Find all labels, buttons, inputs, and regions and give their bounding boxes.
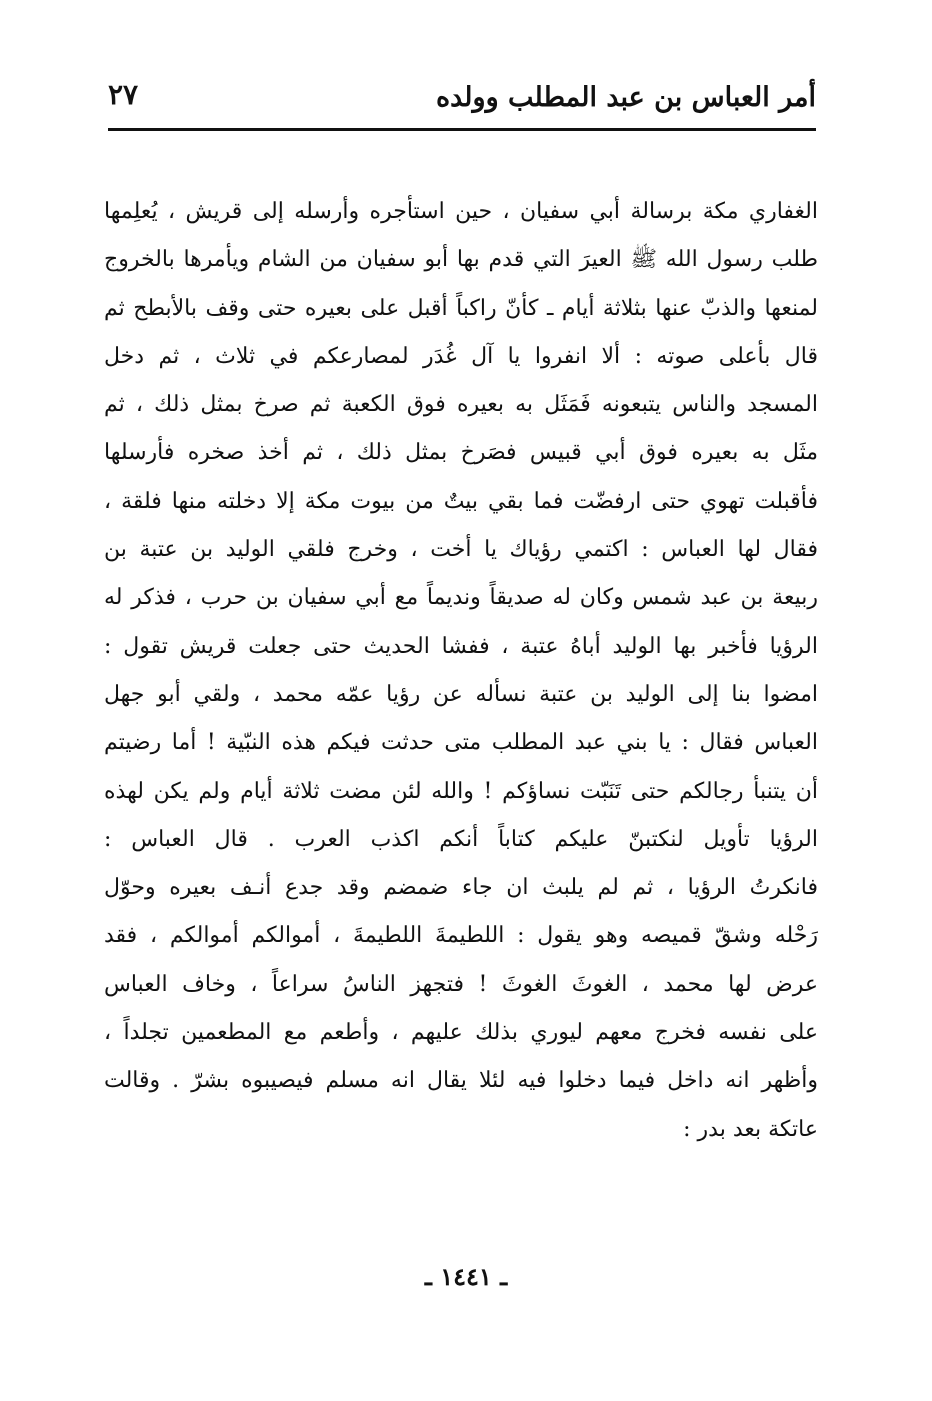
text-line: المسجد والناس يتبعونه فَمَثَل به بعيره فوق الكعبة ثم صرخ بمثل ذلك ، ثم xyxy=(104,392,818,418)
text-line: على نفسه فخرج معهم ليوري بذلك عليهم ، وأطعم مع المطعمين تجلداً ، xyxy=(104,1020,818,1046)
header-page-number: ٢٧ xyxy=(108,78,139,111)
text-line: مثَل به بعيره فوق أبي قبيس فصَرخ بمثل ذلك ، ثم أخذ صخره فأرسلها xyxy=(104,440,818,466)
text-line: الرؤيا فأخبر بها الوليد أباهُ عتبة ، ففشا الحديث حتى جعلت قريش تقول : xyxy=(104,633,818,659)
text-line: قال بأعلى صوته : ألا انفروا يا آل غُدَر لمصارعكم في ثلاث ، ثم دخل xyxy=(104,343,818,369)
text-line: فأقبلت تهوي حتى ارفضّت فما بقي بيتٌ من بيوت مكة إلا دخلته منها فلقة ، xyxy=(104,488,818,514)
text-line: امضوا بنا إلى الوليد بن عتبة نسأله عن رؤيا عمّه محمد ، ولقي أبو جهل xyxy=(104,681,818,707)
text-line: ربيعة بن عبد شمس وكان له صديقاً ونديماً مع أبي سفيان بن حرب ، فذكر له xyxy=(104,585,818,611)
text-line: لمنعها والذبّ عنها بثلاثة أيام ـ كأنّ راكباً أقبل على بعيره حتى وقف بالأبطح ثم xyxy=(104,295,818,321)
header-rule xyxy=(108,128,816,131)
text-line: رَحْله وشقّ قميصه وهو يقول : اللطيمةَ اللطيمةَ ، أموالكم أموالكم ، فقد xyxy=(104,923,818,949)
text-line: عرض لها محمد ، الغوثَ الغوثَ ! فتجهز الناسُ سراعاً ، وخاف العباس xyxy=(104,971,818,997)
text-line: فقال لها العباس : اكتمي رؤياك يا أخت ، وخرج فلقي الوليد بن عتبة بن xyxy=(104,537,818,563)
running-title: أمر العباس بن عبد المطلب وولده xyxy=(435,82,816,113)
body-text xyxy=(104,188,818,1154)
text-line: أن يتنبأ رجالكم حتى تَنَبّت نساؤكم ! والله لئن مضت ثلاثة أيام ولم يكن لهذه xyxy=(104,778,818,804)
text-line: عاتكة بعد بدر : xyxy=(683,1116,818,1142)
text-line: وأظهر انه داخل فيما دخلوا فيه لئلا يقال انه مسلم فيصيبوه بشرّ . وقالت xyxy=(104,1068,818,1094)
text-line: الرؤيا تأويل لنكتبنّ عليكم كتاباً أنكم اكذب العرب . قال العباس : xyxy=(104,826,818,852)
page-header xyxy=(108,70,816,130)
text-line: الغفاري مكة برسالة أبي سفيان ، حين استأجره وأرسله إلى قريش ، يُعلِمها xyxy=(104,199,818,224)
text-line: فانكرتُ الرؤيا ، ثم لم يلبث ان جاء ضمضم وقد جدع أنـف بعيره وحوّل xyxy=(104,875,818,901)
text-line: العباس فقال : يا بني عبد المطلب متى حدثت فيكم هذه النبّية ! أما رضيتم xyxy=(104,730,818,756)
text-line: طلب رسول الله ﷺ العيرَ التي قدم بها أبو سفيان من الشام ويأمرها بالخروج xyxy=(104,247,818,273)
footer-page-number: ـ ١٤٤١ ـ xyxy=(424,1262,508,1291)
